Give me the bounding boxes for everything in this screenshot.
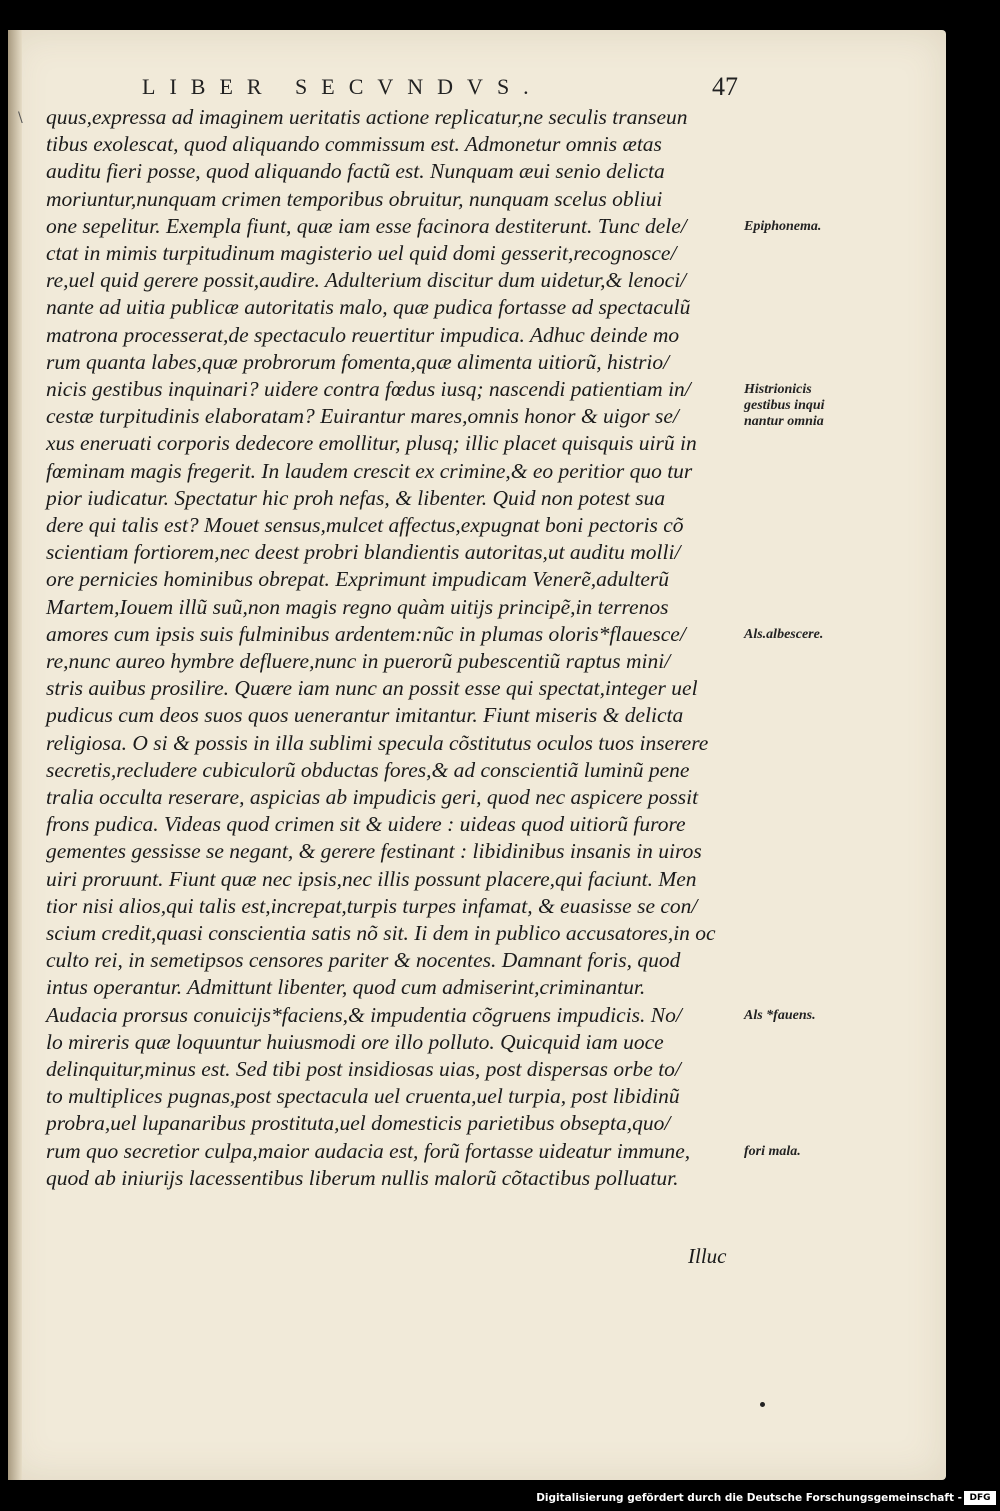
text-line: scientiam fortiorem,nec deest probri blandientis autoritas,ut auditu molli/ [46,540,681,565]
text-line: dere qui talis est? Mouet sensus,mulcet affectus,expugnat boni pectoris cõ [46,513,684,537]
marginal-note: Als.albescere. [744,626,824,642]
text-line: rum quanta labes,quæ probrorum fomenta,quæ alimenta uitiorũ, histrio/ [46,349,670,374]
text-line: intus operantur. Admittunt libenter, quod cum admiserint,criminantur. [46,975,646,1000]
footer-bar [0,1488,1000,1511]
text-line: gementes gessisse se negant, & gerere festinant : libidinibus insanis in uiros [46,839,702,864]
text-line: ore pernicies hominibus obrepat. Exprimunt impudicam Venerẽ,adulterũ [46,567,670,592]
text-line: religiosa. O si & possis in illa sublimi specula cõstitutus oculos tuos inserere [46,730,709,755]
text-line: frons pudica. Videas quod crimen sit & uidere : uideas quod uitiorũ furore [46,812,686,837]
text-line: fœminam magis fregerit. In laudem crescit ex crimine,& eo peritior quo tur [46,458,693,483]
text-line: tralia occulta reserare, aspicias ab impudicis geri, quod nec aspicere possit [46,785,699,809]
text-line: pior iudicatur. Spectatur hic proh nefas, & libenter. Quid non potest sua [46,485,666,510]
folio-number: 47 [712,72,738,101]
text-line: cestæ turpitudinis elaboratam? Euirantur mares,omnis honor & uigor se/ [46,404,679,429]
text-line: auditu fieri posse, quod aliquando factũ est. Nunquam æui senio delicta [46,159,665,184]
marginal-note: fori mala. [744,1143,801,1159]
text-line: Martem,Iouem illũ suũ,non magis regno quàm uitijs principẽ,in terrenos [46,594,669,619]
text-line: Audacia prorsus conuicijs*faciens,& impudentia cõgruens impudicis. No/ [46,1002,682,1027]
text-line: xus eneruati corporis dedecore emollitur, plusq; illic placet quisquis uirũ in [46,431,697,456]
text-line: uiri proruunt. Fiunt quæ nec ipsis,nec illis possunt placere,qui faciunt. Men [46,866,697,891]
text-line: re,uel quid gerere possit,audire. Adulterium discitur dum uidetur,& lenoci/ [46,268,687,293]
text-line: matrona processerat,de spectaculo reuertitur impudica. Adhuc deinde mo [46,322,680,347]
text-line: nicis gestibus inquinari? uidere contra fœdus iusq; nascendi patientiam in/ [46,377,691,401]
text-line: tior nisi alios,qui talis est,increpat,turpis turpes infamat, & euasisse se con/ [46,893,698,918]
text-line: tibus exolescat, quod aliquando commissum est. Admonetur omnis ætas [46,132,662,157]
text-line: scium credit,quasi conscientia satis nõ sit. Ii dem in publico accusatores,in oc [46,921,716,945]
text-line: probra,uel lupanaribus prostituta,uel domesticis parietibus obsepta,quo/ [46,1111,671,1136]
dfg-logo: DFG [964,1491,996,1505]
text-line: rum quo secretior culpa,maior audacia est, forũ fortasse uideatur immune, [46,1138,691,1163]
text-line: to multiplices pugnas,post spectacula uel cruenta,uel turpia, post libidinũ [46,1084,680,1109]
text-line: culto rei, in semetipsos censores pariter & nocentes. Damnant foris, quod [46,948,681,973]
page-gutter [8,30,22,1480]
text-line: pudicus cum deos suos quos uenerantur imitantur. Fiunt miseris & delicta [46,703,684,728]
marginal-note: Epiphonema. [744,218,822,234]
text-line: lo mireris quæ loquuntur huiusmodi ore illo polluto. Quicquid iam uoce [46,1029,664,1054]
text-line: secretis,recludere cubiculorũ obductas fores,& ad conscientiã luminũ pene [46,757,690,782]
text-line: re,nunc aureo hymbre defluere,nunc in puerorũ pubescentiũ raptus mini/ [46,649,671,673]
text-line: one sepelitur. Exempla fiunt, quæ iam esse facinora destiterunt. Tunc dele/ [46,213,687,238]
footer-credit: Digitalisierung gefördert durch die Deutsche Forschungsgemeinschaft - [536,1492,962,1504]
text-line: stris auibus prosilire. Quære iam nunc an possit esse qui spectat,integer uel [46,676,698,701]
marginal-note: Histrionicis gestibus inqui nantur omnia [744,382,825,429]
margin-mark: \ [18,110,23,126]
running-title: LIBER SECVNDVS. [142,74,543,99]
text-line: delinquitur,minus est. Sed tibi post insidiosas uias, post dispersas orbe to/ [46,1057,681,1081]
marginal-note: Als *fauens. [744,1007,816,1023]
text-line: amores cum ipsis suis fulminibus ardentem:nũc in plumas oloris*flauesce/ [46,621,686,646]
text-line: moriuntur,nunquam crimen temporibus obruitur, nunquam scelus obliui [46,186,663,211]
text-line: ctat in mimis turpitudinum magisterio uel quid domi gesserit,recognosce/ [46,241,677,265]
text-line: quod ab iniurijs lacessentibus liberum nullis malorũ cõtactibus polluatur. [46,1165,679,1190]
ink-dot [760,1402,765,1407]
text-line: nante ad uitia publicæ autoritatis malo, quæ pudica fortasse ad spectaculũ [46,295,691,320]
catchword: Illuc [688,1244,727,1268]
text-line: quus,expressa ad imaginem ueritatis actione replicatur,ne seculis transeun [46,105,688,129]
